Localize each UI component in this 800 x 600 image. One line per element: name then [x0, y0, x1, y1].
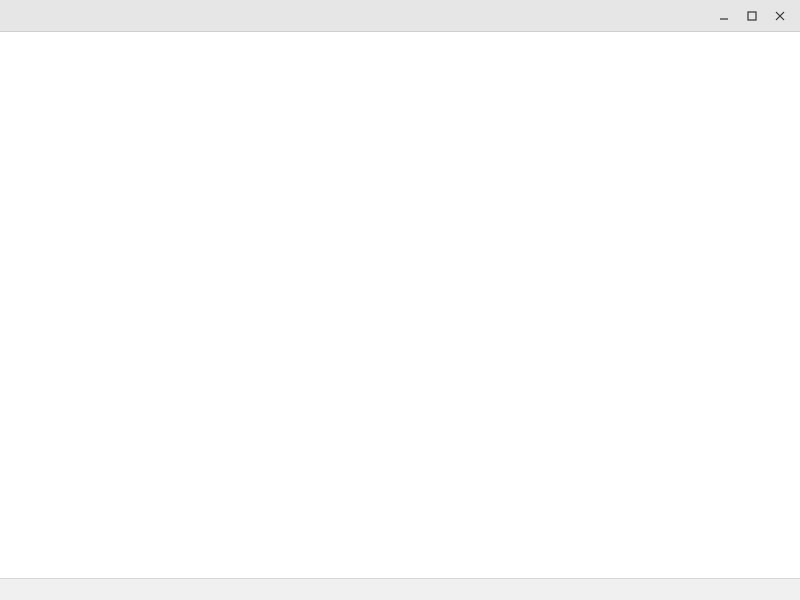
status-bar	[0, 578, 800, 600]
close-button[interactable]	[768, 6, 792, 26]
minimize-button[interactable]	[712, 6, 736, 26]
title-bar	[0, 0, 800, 32]
maximize-button[interactable]	[740, 6, 764, 26]
content-area	[0, 32, 800, 578]
main-panel	[0, 32, 800, 578]
close-icon	[775, 11, 785, 21]
minimize-icon	[719, 11, 729, 21]
maximize-icon	[747, 11, 757, 21]
